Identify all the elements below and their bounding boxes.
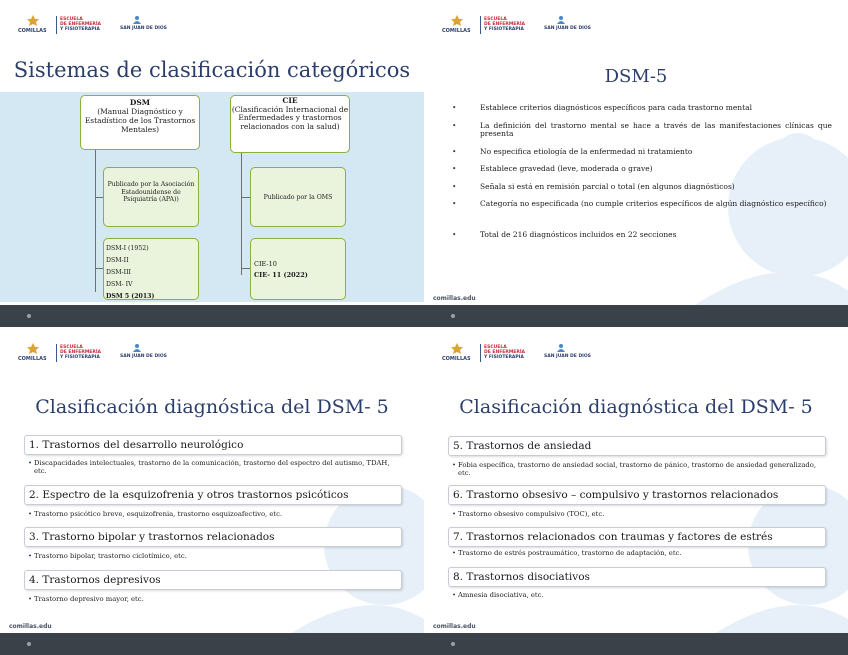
category-examples: • Trastorno obsesivo compulsivo (TOC), etc. (458, 510, 818, 518)
cie-box (230, 95, 350, 153)
category-examples: • Trastorno bipolar, trastorno ciclotímico, etc. (34, 552, 394, 560)
cie-current: CIE- 11 (2022) (254, 271, 308, 279)
slide-title: Clasificación diagnóstica del DSM- 5 (35, 396, 389, 418)
slide-3 (0, 328, 424, 655)
category-examples: • Fobia específica, trastorno de ansiedad social, trastorno de pánico, trastorno de ansiedad generalizado, etc. (458, 461, 818, 477)
logo (10, 14, 180, 38)
logo: COMILLAS ESCUELA DE ENFERMERÍA Y FISIOTERAPIA SAN JUAN DE DIOS (434, 14, 604, 38)
dsm-publisher-box (103, 167, 199, 227)
san-juan-de-dios-icon (556, 15, 566, 25)
slide-4 (424, 328, 848, 655)
diagram-panel (0, 92, 424, 302)
list-item: • Señala si está en remisión parcial o total (en algunos diagnósticos) (452, 183, 832, 192)
dsm-version: DSM-III (106, 269, 131, 276)
cie-versions-box (250, 238, 346, 300)
cie-publisher-box (250, 167, 346, 227)
category-box: 8. Trastornos disociativos (448, 567, 826, 587)
cie-version: CIE-10 (254, 260, 277, 268)
slide-bottom-bar (424, 633, 848, 655)
dsm-heading: DSM (129, 98, 151, 107)
category-examples: • Discapacidades intelectuales, trastorno de la comunicación, trastorno del espectro del autismo, TDAH, etc. (34, 459, 394, 475)
dsm-publisher: Publicado por la Asociación Estadounidense de Psiquiatría (APA)) (107, 181, 195, 203)
dsm5-bullet-list (452, 104, 832, 248)
footer-url: comillas.edu (433, 295, 476, 302)
footer-url: comillas.edu (433, 623, 476, 630)
dsm-version: DSM- IV (106, 281, 133, 288)
comillas-crest-icon (450, 342, 464, 356)
list-item: • Categoría no especificada (no cumple criterios específicos de algún diagnóstico específico) (452, 200, 832, 209)
slide-1 (0, 0, 424, 327)
logo: COMILLAS ESCUELA DE ENFERMERÍA Y FISIOTERAPIA SAN JUAN DE DIOS (434, 342, 604, 366)
cie-heading: CIE (282, 96, 298, 105)
dsm-current: DSM 5 (2013) (106, 293, 155, 300)
list-item: • Total de 216 diagnósticos incluidos en 22 secciones (452, 231, 832, 240)
dsm-description: (Manual Diagnóstico y Estadístico de los Trastornos Mentales) (84, 107, 196, 134)
logo-escuela: ESCUELA DE ENFERMERÍA Y FISIOTERAPIA (60, 17, 102, 32)
san-juan-de-dios-icon (132, 15, 142, 25)
list-item: • No especifica etiología de la enfermedad ni tratamiento (452, 148, 832, 157)
slide-title: Sistemas de clasificación categóricos (13, 58, 411, 82)
comillas-crest-icon (26, 14, 40, 28)
dsm-versions-box (103, 238, 199, 300)
list-item: • Establece criterios diagnósticos específicos para cada trastorno mental (452, 104, 832, 113)
category-box: 7. Trastornos relacionados con traumas y factores de estrés (448, 527, 826, 547)
logo: COMILLAS ESCUELA DE ENFERMERÍA Y FISIOTERAPIA SAN JUAN DE DIOS (10, 342, 180, 366)
dsm-version: DSM-I (1952) (106, 245, 149, 252)
list-item: • La definición del trastorno mental se hace a través de las manifestaciones clínicas que presenta (452, 122, 832, 139)
category-box: 6. Trastorno obsesivo – compulsivo y trastornos relacionados (448, 485, 826, 505)
logo-sjd: SAN JUAN DE DIOS (120, 26, 167, 31)
list-item: • Establece gravedad (leve, moderada o grave) (452, 165, 832, 174)
category-examples: • Trastorno de estrés postraumático, trastorno de adaptación, etc. (458, 549, 818, 557)
slide-title: Clasificación diagnóstica del DSM- 5 (459, 396, 813, 418)
category-box: 4. Trastornos depresivos (24, 570, 402, 590)
comillas-crest-icon (450, 14, 464, 28)
logo-comillas: COMILLAS (18, 28, 47, 34)
comillas-crest-icon (26, 342, 40, 356)
category-examples: • Trastorno depresivo mayor, etc. (34, 595, 394, 603)
dsm-version: DSM-II (106, 257, 129, 264)
slide-bottom-bar (424, 305, 848, 327)
category-box: 3. Trastorno bipolar y trastornos relacionados (24, 527, 402, 547)
slide-title: DSM-5 (604, 66, 668, 87)
category-examples: • Amnesia disociativa, etc. (458, 591, 818, 599)
dsm-box (80, 95, 200, 150)
cie-description: (Clasificación Internacional de Enfermedades y trastornos relacionados con la salud) (231, 104, 349, 131)
cie-publisher: Publicado por la OMS (263, 194, 333, 201)
slide-2 (424, 0, 848, 327)
san-juan-de-dios-icon (132, 343, 142, 353)
category-box: 5. Trastornos de ansiedad (448, 436, 826, 456)
slide-bottom-bar (0, 633, 424, 655)
category-box: 2. Espectro de la esquizofrenia y otros trastornos psicóticos (24, 485, 402, 505)
footer-url: comillas.edu (9, 623, 52, 630)
category-box: 1. Trastornos del desarrollo neurológico (24, 435, 402, 455)
san-juan-de-dios-icon (556, 343, 566, 353)
slide-bottom-bar (0, 305, 424, 327)
category-examples: • Trastorno psicótico breve, esquizofrenia, trastorno esquizoafectivo, etc. (34, 510, 394, 518)
